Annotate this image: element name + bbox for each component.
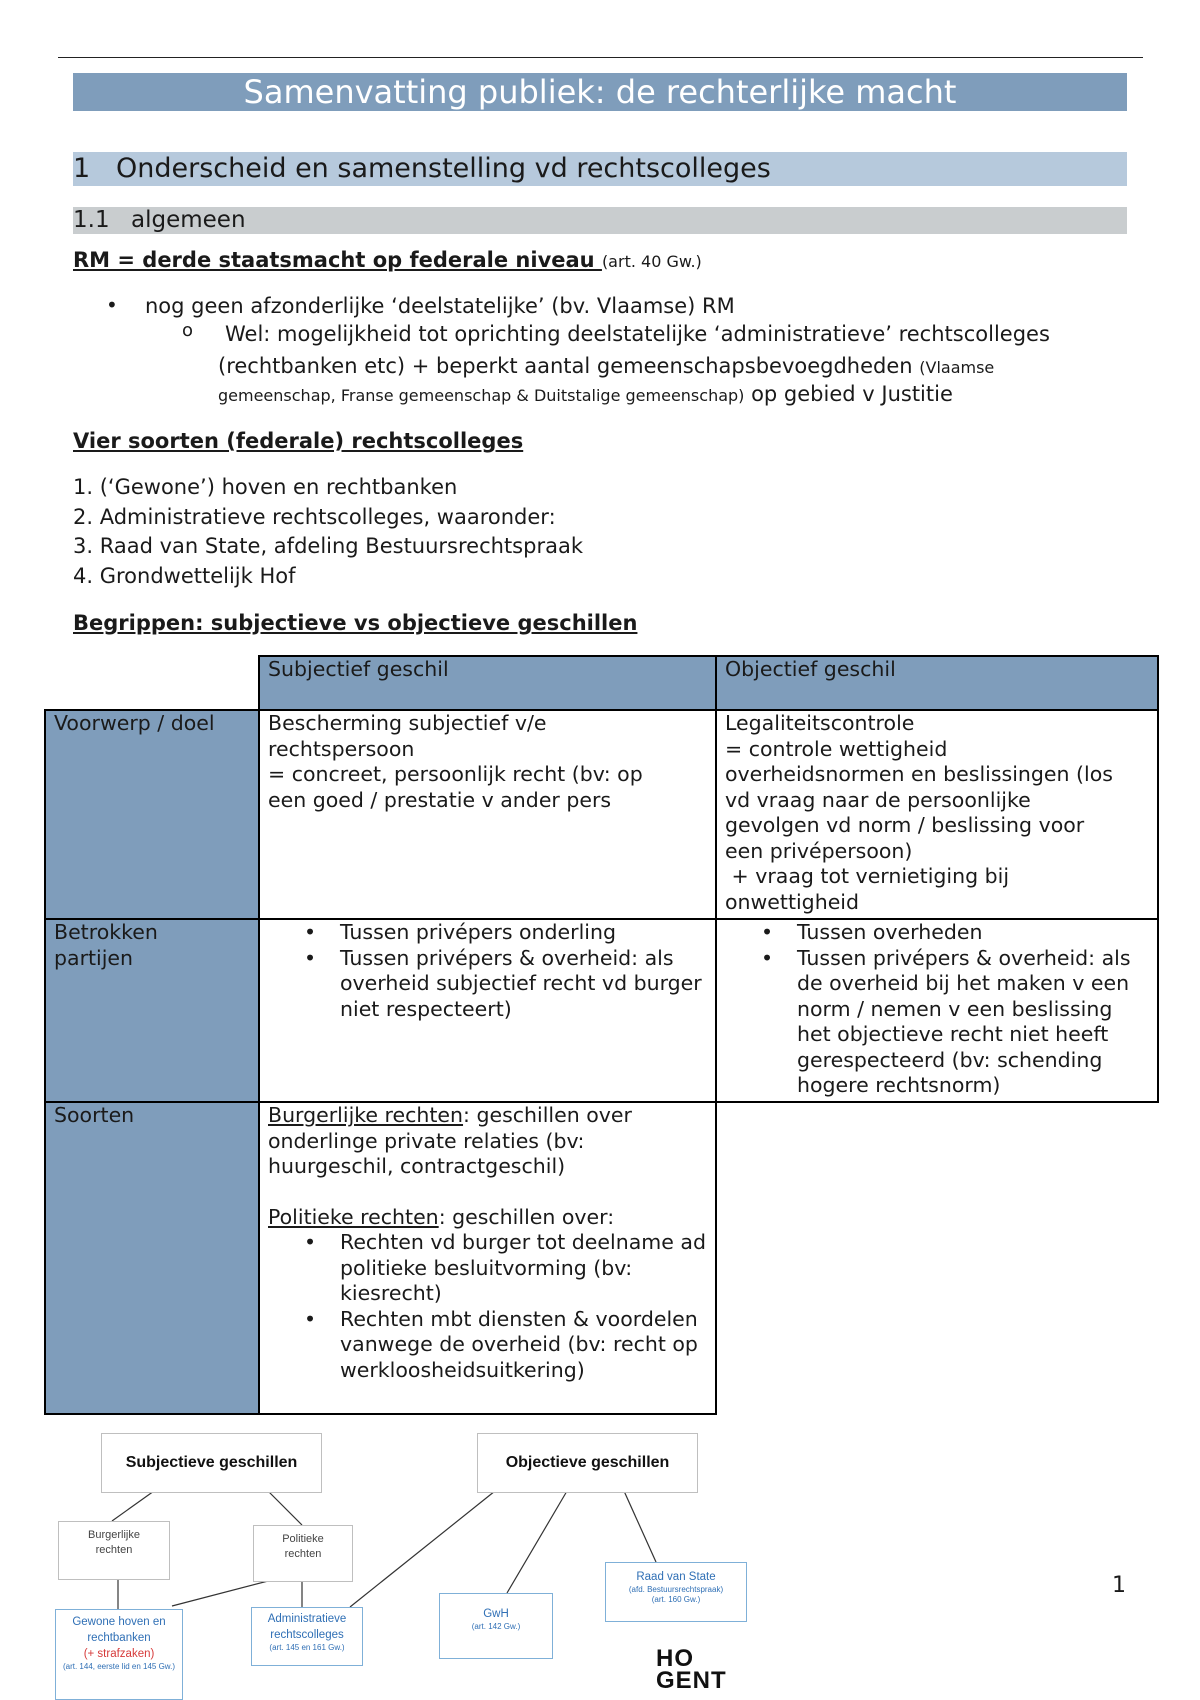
geschillen-diagram — [44, 1422, 750, 1700]
box-article-ref: (art. 142 Gw.) — [471, 1622, 521, 1631]
document-title: Samenvatting publiek: de rechterlijke macht — [73, 73, 1127, 111]
top-rule — [58, 57, 1143, 58]
box-line: rechten — [95, 1544, 133, 1556]
cell-line: Bescherming subjectief v/e — [268, 711, 547, 735]
rm-definition-bold: RM = derde staatsmacht op federale niveau — [73, 248, 602, 272]
box-article-ref: (art. 160 Gw.) — [651, 1595, 701, 1604]
politieke-rechten-text — [268, 1205, 707, 1231]
sub-bullet-line-3 — [218, 380, 953, 410]
sub-bullet-line-3-small: gemeenschap, Franse gemeenschap & Duitstalige gemeenschap) — [218, 386, 745, 405]
begrippen-heading — [73, 609, 637, 637]
cell-voorwerp-objectief — [716, 710, 1158, 919]
cell-line: een goed / prestatie v ander pers — [268, 787, 612, 812]
politieke-rechten-desc: : geschillen over: — [438, 1204, 615, 1229]
partijen-subjectief-list — [268, 920, 707, 1022]
heading-1-1-text: algemeen — [131, 207, 246, 233]
logo-line: GENT — [656, 1667, 727, 1694]
sub-bullet-line-3-text: op gebied v Justitie — [744, 382, 953, 406]
box-article-ref: (afd. Bestuursrechtspraak) — [628, 1585, 724, 1594]
cell-soorten-subjectief — [259, 1102, 716, 1414]
box-line: Gewone hoven en — [72, 1616, 166, 1628]
list-item: • Tussen privépers onderling — [340, 920, 707, 946]
logo-line: HO — [656, 1645, 694, 1672]
burgerlijke-rechten-term: Burgerlijke rechten — [268, 1103, 464, 1127]
bullet-no-deelstatelijke-rm: nog geen afzonderlijke ‘deelstatelijke’ (bv. Vlaamse) RM — [145, 294, 735, 318]
table-row — [45, 1102, 1158, 1414]
politieke-rechten-term: Politieke rechten — [268, 1204, 439, 1229]
vier-soorten-heading — [73, 427, 523, 455]
geschillen-table — [44, 655, 1159, 1415]
vier-soorten-heading-text: Vier soorten (federale) rechtscolleges — [73, 429, 524, 453]
gewone-hoven-box — [55, 1609, 183, 1700]
list-item: 4. Grondwettelijk Hof — [73, 563, 296, 588]
rm-article-ref: (art. 40 Gw.) — [601, 252, 702, 271]
list-item: • Tussen overheden — [797, 920, 1149, 946]
page-number: 1 — [1112, 1573, 1126, 1598]
box-line: Politieke — [282, 1533, 324, 1545]
cell-line: rechtspersoon — [268, 736, 415, 761]
connector-line — [507, 1491, 567, 1593]
table-corner — [45, 656, 259, 710]
box-article-ref: (art. 145 en 161 Gw.) — [269, 1643, 345, 1652]
list-item: 1. (‘Gewone’) hoven en rechtbanken — [73, 475, 458, 499]
cell-line: = controle wettigheid — [725, 736, 948, 761]
strafzaken-note: (+ strafzaken) — [83, 1648, 155, 1660]
box-line: Raad van State — [636, 1571, 716, 1583]
box-line: Administratieve — [267, 1613, 347, 1625]
rm-definition — [73, 246, 702, 276]
box-line: GwH — [483, 1608, 509, 1620]
list-item: • Rechten mbt diensten & voordelen vanwege de overheid (bv: recht op werkloosheidsuitkering) — [340, 1307, 707, 1384]
cell-line: gevolgen vd norm / beslissing voor — [725, 813, 1085, 837]
sub-bullet-line-2-small: (Vlaamse — [919, 358, 995, 377]
list-item: 2. Administratieve rechtscolleges, waaronder: — [73, 504, 556, 529]
partijen-objectief-list — [725, 920, 1149, 1099]
row-label-soorten: Soorten — [45, 1102, 259, 1414]
table-row — [45, 919, 1158, 1102]
gwh-box — [439, 1593, 553, 1659]
connector-line — [624, 1491, 656, 1562]
sub-bullet-line-1: Wel: mogelijkheid tot oprichting deelstatelijke ‘administratieve’ rechtscolleges — [225, 322, 1050, 346]
connector-line — [268, 1491, 302, 1525]
cell-soorten-objectief-empty — [716, 1102, 1158, 1414]
cell-line: + vraag tot vernietiging bij — [725, 864, 1010, 888]
heading-1-1-number: 1.1 — [73, 207, 110, 233]
list-item: • Tussen privépers & overheid: als overheid subjectief recht vd burger niet respecteert) — [340, 946, 707, 1023]
subjectieve-geschillen-box: Subjectieve geschillen — [101, 1433, 322, 1493]
connector-line — [172, 1580, 272, 1606]
heading-1-1 — [73, 207, 1127, 234]
connector-line — [112, 1491, 154, 1521]
cell-line: een privépersoon) — [725, 838, 913, 863]
cell-line: overheidsnormen en beslissingen (los — [725, 762, 1113, 786]
begrippen-heading-text: Begrippen: subjectieve vs objectieve geschillen — [73, 611, 638, 635]
row-label-line: partijen — [54, 945, 134, 970]
cell-partijen-objectief — [716, 919, 1158, 1102]
cell-partijen-subjectief — [259, 919, 716, 1102]
col-header-objectief: Objectief geschil — [716, 656, 1158, 710]
cell-line: = concreet, persoonlijk recht (bv: op — [268, 762, 643, 786]
cell-voorwerp-subjectief — [259, 710, 716, 919]
col-header-subjectief: Subjectief geschil — [259, 656, 716, 710]
hogent-logo — [656, 1645, 727, 1694]
table-header-row — [45, 656, 1158, 710]
box-line: rechten — [284, 1548, 322, 1560]
sub-bullet-marker: o — [182, 320, 194, 341]
box-article-ref: (art. 144, eerste lid en 145 Gw.) — [62, 1662, 176, 1671]
row-label-betrokken-partijen — [45, 919, 259, 1102]
sub-bullet-line-2-text: (rechtbanken etc) + beperkt aantal gemeenschapsbevoegdheden — [218, 354, 920, 378]
row-label-voorwerp: Voorwerp / doel — [45, 710, 259, 919]
burgerlijke-rechten-text — [268, 1103, 707, 1180]
heading-1-number: 1 — [73, 153, 91, 184]
box-line: Burgerlijke — [88, 1529, 140, 1541]
heading-1 — [73, 152, 1127, 186]
objectieve-geschillen-box: Objectieve geschillen — [477, 1433, 698, 1493]
heading-1-text: Onderscheid en samenstelling vd rechtscolleges — [116, 153, 771, 184]
raad-van-state-box — [605, 1562, 747, 1622]
cell-line: vd vraag naar de persoonlijke — [725, 787, 1031, 812]
connector-line — [350, 1491, 495, 1607]
rechtscolleges-list — [73, 473, 583, 591]
box-line: rechtscolleges — [270, 1629, 344, 1641]
politieke-rechten-list — [268, 1230, 707, 1383]
cell-line: Legaliteitscontrole — [725, 711, 915, 735]
bullet-dot: • — [106, 293, 118, 317]
row-label-line: Betrokken — [54, 920, 158, 944]
burgerlijke-rechten-box — [58, 1521, 170, 1580]
sub-bullet-line-2 — [218, 352, 994, 382]
politieke-rechten-box — [253, 1525, 353, 1582]
list-item: 3. Raad van State, afdeling Bestuursrechtspraak — [73, 534, 583, 558]
administratieve-rechtscolleges-box — [251, 1607, 363, 1666]
cell-line: onwettigheid — [725, 889, 860, 914]
table-row — [45, 710, 1158, 919]
list-item: • Rechten vd burger tot deelname ad politieke besluitvorming (bv: kiesrecht) — [340, 1230, 707, 1307]
burgerlijke-rechten-desc: : geschillen over onderlinge private relaties (bv: huurgeschil, contractgeschil) — [268, 1103, 632, 1178]
list-item: • Tussen privépers & overheid: als de overheid bij het maken v een norm / nemen v een beslissing het objectieve recht niet heeft gerespecteerd (bv: schending hogere rechtsnorm) — [797, 946, 1149, 1099]
box-line: rechtbanken — [87, 1632, 151, 1644]
